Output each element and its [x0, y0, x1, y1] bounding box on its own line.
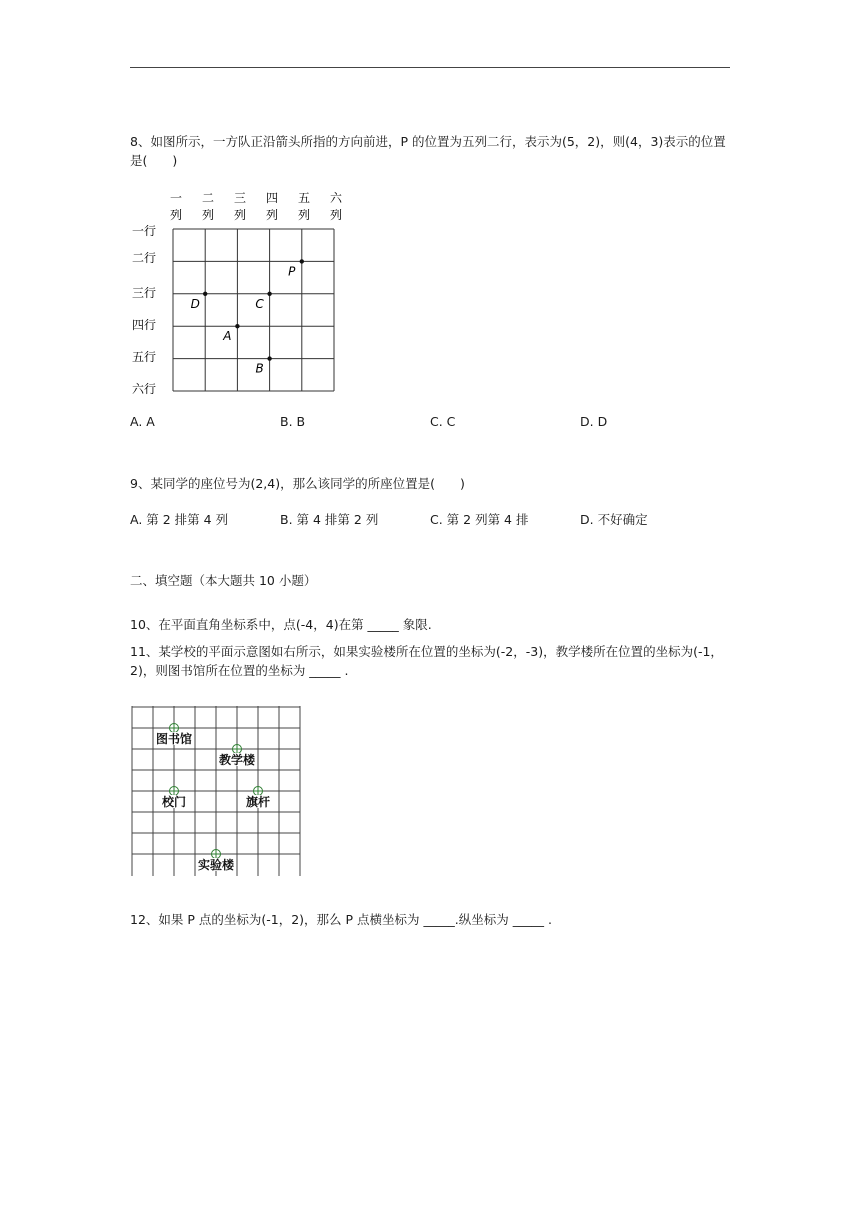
q8-col-label: 五	[297, 191, 311, 205]
q11-building-markers	[154, 724, 273, 873]
q8-option-a[interactable]: A. A	[130, 414, 155, 429]
q8-option-d[interactable]: D. D	[580, 414, 608, 429]
q8-col-labels-bottom	[170, 207, 342, 222]
q12-stem: 12、如果 P 点的坐标为(-1，2)，那么 P 点横坐标为 _____.纵坐标为 _____ .	[130, 912, 552, 927]
q9-stem: 9、某同学的座位号为(2,4)，那么该同学的所座位置是( )	[130, 476, 465, 491]
section-2-heading: 二、填空题（本大题共 10 小题）	[130, 573, 317, 588]
q8-point-dot	[203, 292, 207, 296]
q9-option-c[interactable]: C. 第 2 列第 4 排	[430, 512, 529, 527]
q9-option-a[interactable]: A. 第 2 排第 4 列	[130, 512, 229, 527]
q8-options	[130, 414, 730, 432]
q8-row-label: 三行	[132, 286, 157, 300]
q8-row-label: 五行	[132, 350, 157, 364]
q8-point-label: A	[223, 329, 232, 344]
q10-stem: 10、在平面直角坐标系中，点(-4，4)在第 _____ 象限.	[130, 617, 432, 632]
q8-row-label: 四行	[132, 318, 157, 332]
q8-row-label: 六行	[132, 382, 157, 396]
q8-col-label: 四	[265, 191, 279, 205]
q8-col-label: 六	[329, 191, 343, 205]
q9-option-d[interactable]: D. 不好确定	[580, 512, 648, 527]
q11-building-label: 教学楼	[218, 753, 256, 767]
q8-col-label: 三	[233, 191, 247, 205]
q8-stem: 8、如图所示，一方队正沿箭头所指的方向前进，P 的位置为五列二行，表示为(5，2)，则(4，3)表示的位置是( )	[130, 134, 726, 168]
q8-point-dot	[300, 259, 304, 263]
q8-col-label: 列	[297, 208, 311, 222]
q8-col-label: 一	[169, 191, 183, 205]
q8-col-label: 列	[265, 208, 279, 222]
q11-stem: 11、某学校的平面示意图如右所示，如果实验楼所在位置的坐标为(-2，-3)，教学楼所在位置的坐标为(-1，2)，则图书馆所在位置的坐标为 _____ .	[130, 644, 723, 678]
q8-col-label: 列	[329, 208, 343, 222]
q8-row-label: 一行	[132, 224, 157, 238]
q8-point-label: D	[190, 296, 200, 311]
q8-col-label: 列	[201, 208, 215, 222]
q9-option-b[interactable]: B. 第 4 排第 2 列	[280, 512, 379, 527]
q8-row-labels	[132, 224, 156, 396]
q11-building-label: 校门	[161, 795, 187, 809]
q11-building-label: 图书馆	[155, 732, 193, 746]
q8-point-label: B	[255, 361, 264, 376]
q8-point-dot	[267, 356, 271, 360]
q8-point-label: C	[255, 296, 264, 311]
q9-options	[130, 510, 730, 528]
q8-grid-figure	[130, 186, 370, 402]
q8-option-b[interactable]: B. B	[280, 414, 306, 429]
q8-point-dot	[235, 324, 239, 328]
q8-point-dot	[267, 292, 271, 296]
header-rule	[130, 67, 730, 68]
q11-campus-map	[131, 706, 303, 876]
q8-col-label: 列	[233, 208, 247, 222]
q8-point-label: P	[288, 264, 296, 279]
q8-col-labels-top	[170, 191, 343, 205]
q11-building-label: 旗杆	[245, 795, 271, 809]
q11-building-label: 实验楼	[197, 858, 235, 872]
q8-row-label: 二行	[132, 251, 157, 265]
q8-option-c[interactable]: C. C	[430, 414, 456, 429]
q8-col-label: 二	[201, 191, 215, 205]
q8-col-label: 列	[169, 208, 183, 222]
